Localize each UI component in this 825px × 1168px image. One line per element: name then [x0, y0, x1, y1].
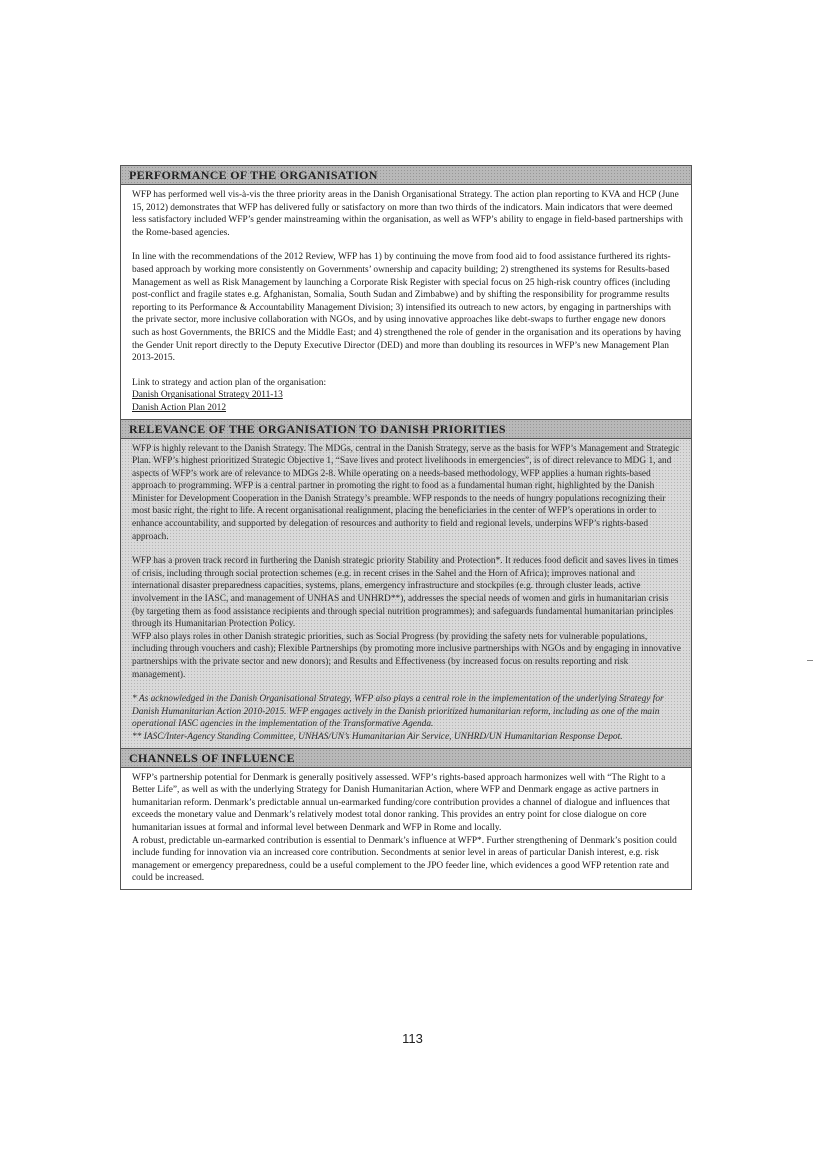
performance-paragraph-2: In line with the recommendations of the 2012 Review, WFP has 1) by continuing the move from food aid to food assistance furthered its rights-based approach by working more consistently on Governments’ ownership and capacity building; 2) strengthened its systems for Results-based Management as well as Risk Management by launching a Corporate Risk Register with special focus on 25 high-risk country offices (including post-conflict and fragile states e.g. Afghanistan, Somalia, South Sudan and Zimbabwe) and by shifting the responsibility for programme results reporting to its Performance & Accountability Management Division; 3) intensified its outreach to new actors, by engaging in partnerships with the private sector, more inclusive collaboration with NGOs, and by using innovative approaches like debt-swaps to further engage new donors such as host Governments, the BRICS and the Middle East; and 4) strengthened the role of gender in the organisation and its operations by having the Gender Unit report directly to the Deputy Executive Director (DED) and more than doubling its resources in WFP’s new Management Plan 2013-2015.: [132, 252, 681, 364]
channels-paragraph-1: WFP’s partnership potential for Denmark is generally positively assessed. WFP’s rights-based approach harmonizes well with “The Right to a Better Life”, as well as with the underlying Strategy for Danish Humanitarian Action, where WFP and Denmark engage as active partners in humanitarian reform. Denmark’s predictable annual un-earmarked funding/core contribution provides a channel of dialogue and influences that exceeds the monetary value and Denmark’s relatively modest total donor ranking. This provides an entry point for close dialogue on core humanitarian issues at formal and informal level between Denmark and WFP in Rome and locally.: [132, 772, 670, 833]
relevance-paragraph-2: WFP has a proven track record in furthering the Danish strategic priority Stability and Protection*. It reduces food deficit and saves lives in times of crisis, including through social protection schemes (e.g. in recent crises in the Sahel and the Horn of Africa); improves national and international disaster preparedness capacities, systems, plans, emergency infrastructure and stockpiles (e.g. through cluster leads, active involvement in the IASC, and management of UNHAS and UNHRD**), addresses the special needs of women and girls in humanitarian crisis (by targeting them as food assistance recipients and through special nutrition programmes); and safeguards fundamental humanitarian principles through its Humanitarian Protection Policy.: [132, 556, 679, 630]
strategy-link[interactable]: Danish Organisational Strategy 2011-13: [132, 390, 283, 401]
performance-header: PERFORMANCE OF THE ORGANISATION: [121, 166, 691, 185]
channels-section: [121, 768, 691, 889]
relevance-header: RELEVANCE OF THE ORGANISATION TO DANISH PRIORITIES: [121, 419, 691, 439]
relevance-footnote-2: ** IASC/Inter-Agency Standing Committee, UNHAS/UN’s Humanitarian Air Service, UNHRD/UN Humanitarian Response Depot.: [132, 731, 623, 742]
page-number: 113: [402, 1031, 423, 1046]
action-plan-link[interactable]: Danish Action Plan 2012: [132, 402, 227, 413]
channels-paragraph-2: A robust, predictable un-earmarked contribution is essential to Denmark’s influence at WFP*. Further strengthening of Denmark’s position could include funding for innovation via an increased core contribution. Secondments at senior level in areas of particular Danish interest, e.g. risk management or emergency preparedness, could be a useful complement to the JPO feeder line, which evidences a good WFP retention rate and could be increased.: [132, 835, 677, 884]
relevance-footnote-1: * As acknowledged in the Danish Organisational Strategy, WFP also plays a central role in the implementation of the underlying Strategy for Danish Humanitarian Action 2010-2015. WFP engages actively in the Danish prioritized humanitarian reform, including as one of the main operational IASC agencies in the implementation of the Transformative Agenda.: [132, 694, 664, 730]
performance-paragraph-1: WFP has performed well vis-à-vis the three priority areas in the Danish Organisational Strategy. The action plan reporting to KVA and HCP (June 15, 2012) demonstrates that WFP has delivered fully or satisfactory on more than two thirds of the indicators. Main indicators that were deemed less satisfactory included WFP’s gender mainstreaming within the organisation, as well as WFP’s ability to engage in field-based partnerships with the Rome-based agencies.: [132, 190, 683, 238]
relevance-paragraph-1: WFP is highly relevant to the Danish Strategy. The MDGs, central in the Danish Strategy, serve as the basis for WFP’s Management and Strategic Plan. WFP’s highest prioritized Strategic Objective 1, “Save lives and protect livelihoods in emergencies”, is of direct relevance to MDG 1, and aspects of WFP’s work are of relevance to MDGs 2-8. While operating on a needs-based methodology, WFP applies a human rights-based approach to programming. WFP is a central partner in promoting the right to food as a fundamental human right, highlighted by the Danish Minister for Development Cooperation in the Danish Strategy’s preamble. WFP responds to the needs of hungry populations recognizing their most basic right, the right to life. A recent organisational realignment, placing the beneficiaries in the center of WFP’s operations in order to enhance accountability, and supported by delegation of resources and authority to field and regional levels, underpins WFP’s rights-based approach.: [132, 443, 680, 542]
scan-edge-mark: [807, 660, 813, 661]
relevance-paragraph-3: WFP also plays roles in other Danish strategic priorities, such as Social Progress (by providing the safety nets for vulnerable populations, including through vouchers and cash); Flexible Partnerships (by promoting more inclusive partnerships with NGOs and by engaging in innovative partnerships with the private sector and new donors); and Results and Effectiveness (by increased focus on results reporting and risk management).: [132, 631, 681, 680]
relevance-section: [121, 439, 691, 748]
link-intro: Link to strategy and action plan of the organisation:: [132, 377, 327, 388]
channels-header: CHANNELS OF INFLUENCE: [121, 748, 691, 768]
performance-section: [121, 185, 691, 419]
document-table: [120, 165, 692, 890]
